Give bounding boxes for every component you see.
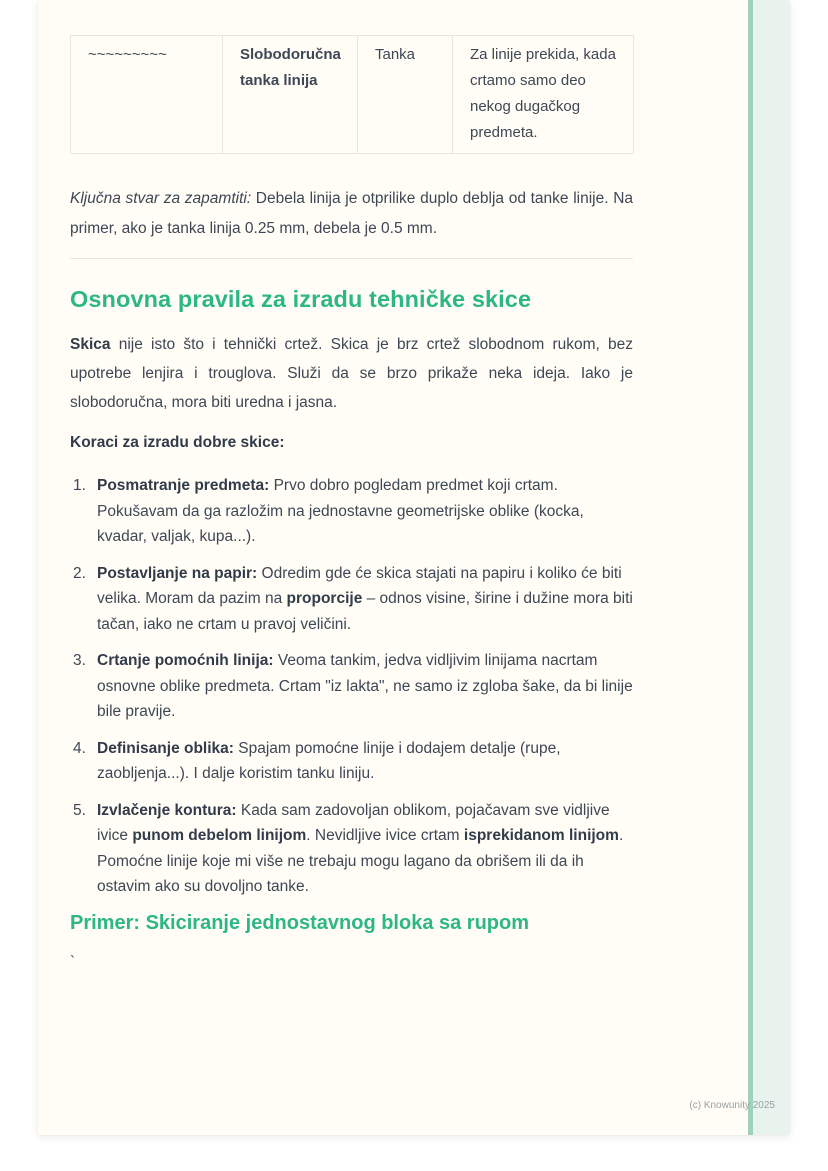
cell-line-usage: Za linije prekida, kada crtamo samo deo nekog dugačkog predmeta. bbox=[453, 36, 634, 154]
step-item bbox=[70, 561, 633, 638]
step-text: . Pomoćne linije koje mi više ne trebaju mogu lagano da obrišem ili da ih ostavim ako su dovoljno tanke. bbox=[97, 827, 624, 895]
copyright-label: (c) Knowunity 2025 bbox=[689, 1100, 775, 1111]
step-item bbox=[70, 648, 633, 725]
step-number: 3. bbox=[73, 652, 86, 669]
step-lead: Izvlačenje kontura: bbox=[97, 801, 237, 819]
step-number: 4. bbox=[73, 739, 86, 757]
step-lead: punom debelom linijom bbox=[132, 827, 307, 844]
step-item bbox=[70, 736, 633, 787]
step-number: 5. bbox=[73, 801, 86, 819]
step-number: 2. bbox=[73, 564, 86, 582]
intro-paragraph bbox=[70, 330, 633, 417]
step-text: Prvo dobro pogledam predmet koji crtam. Pokušavam da ga razložim na jednostavne geometrijske oblike (kocka, kvadar, valjak, kupa...). bbox=[97, 477, 584, 545]
step-text: Veoma tankim, jedva vidljivim linijama nacrtam osnovne oblike predmeta. Crtam "iz lakta", ne samo iz zgloba šake, da bi linije bile pravije. bbox=[97, 652, 633, 720]
step-text: Odredim gde će skica stajati na papiru i koliko će biti velika. Moram da pazim na bbox=[97, 564, 622, 607]
step-lead: Posmatranje predmeta: bbox=[97, 477, 270, 494]
intro-text: nije isto što i tehnički crtež. Skica je brz crtež slobodnom rukom, bez upotrebe lenjira i trouglova. Služi da se brzo prikaže neka ideja. Iako je slobodoručna, mora biti uredna i jasna. bbox=[70, 336, 633, 411]
placeholder-text: ` bbox=[70, 952, 75, 970]
step-text: – odnos visine, širine i dužine mora biti tačan, iako ne crtam u pravoj veličini. bbox=[97, 590, 633, 633]
step-lead: isprekidanom linijom bbox=[463, 827, 619, 844]
intro-lead: Skica bbox=[70, 336, 111, 353]
step-lead: Definisanje oblika: bbox=[97, 739, 234, 757]
cell-line-symbol: ~~~~~~~~~ bbox=[71, 36, 223, 154]
step-lead: proporcije bbox=[286, 590, 363, 607]
cell-line-thickness: Tanka bbox=[358, 36, 453, 154]
steps-title: Koraci za izradu dobre skice: bbox=[70, 434, 285, 451]
key-note-paragraph bbox=[70, 184, 633, 244]
example-heading: Primer: Skiciranje jednostavnog bloka sa rupom bbox=[70, 911, 530, 934]
line-types-table bbox=[70, 35, 634, 154]
step-number: 1. bbox=[73, 477, 86, 494]
step-lead: Postavljanje na papir: bbox=[97, 564, 258, 582]
step-lead: Crtanje pomoćnih linija: bbox=[97, 652, 274, 669]
section-heading: Osnovna pravila za izradu tehničke skice bbox=[70, 286, 532, 312]
step-text: . Nevidljive ivice crtam bbox=[306, 827, 464, 844]
step-text: Spajam pomoćne linije i dodajem detalje (rupe, zaobljenja...). I dalje koristim tanku liniju. bbox=[97, 739, 561, 782]
steps-list bbox=[70, 473, 633, 900]
document-page bbox=[38, 0, 790, 1135]
step-item bbox=[70, 798, 633, 900]
key-note-text: Debela linija je otprilike duplo deblja od tanke linije. Na primer, ako je tanka linija 0.25 mm, debela je 0.5 mm. bbox=[70, 190, 634, 237]
page-content bbox=[70, 0, 633, 970]
key-note-lead: Ključna stvar za zapamtiti: bbox=[70, 190, 252, 207]
step-text: Kada sam zadovoljan oblikom, pojačavam sve vidljive ivice bbox=[97, 801, 610, 844]
table-row bbox=[71, 36, 634, 154]
cell-line-name: Slobodoručna tanka linija bbox=[223, 36, 358, 154]
section-divider bbox=[70, 258, 633, 259]
step-item bbox=[70, 473, 633, 550]
page-accent-stripe bbox=[748, 0, 790, 1135]
